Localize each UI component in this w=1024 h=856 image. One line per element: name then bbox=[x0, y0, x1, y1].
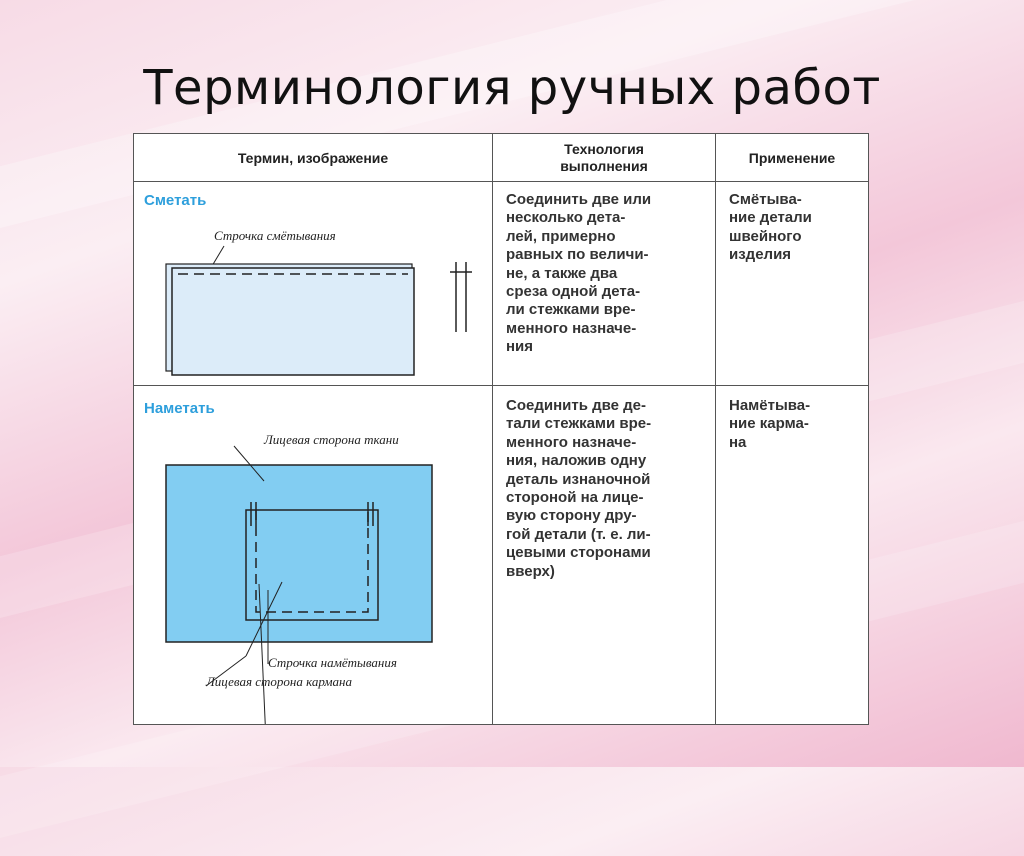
caption-basting-stitch: Строчка смётывания bbox=[214, 228, 336, 243]
caption-pocket-stitch: Строчка намётывания bbox=[268, 655, 397, 670]
term-nametat: Наметать bbox=[144, 400, 215, 417]
technology-smetat: Соединить две или несколько дета- лей, примерно равных по величи- не, а также два среза одной дета- ли стежками вре- менного назначе- ния bbox=[506, 191, 652, 356]
technology-nametat: Соединить две де- тали стежками вре- менного назначе- ния, наложив одну деталь изнаночной стороной на лице- вую сторону дру- гой детали (т. е. ли- цевыми сторонами вверх) bbox=[506, 397, 652, 580]
smetat-illustration bbox=[134, 182, 492, 386]
caption-pocket-face: Лицевая сторона кармана bbox=[206, 674, 352, 689]
header-technology: Технология выполнения bbox=[560, 141, 648, 174]
column-divider bbox=[715, 134, 716, 724]
term-smetat: Сметать bbox=[144, 192, 207, 209]
application-nametat: Намётыва- ние карма- на bbox=[729, 397, 811, 451]
terminology-table bbox=[133, 133, 869, 725]
header-application: Применение bbox=[748, 150, 836, 166]
caption-fabric-face: Лицевая сторона ткани bbox=[264, 432, 399, 447]
caption-leader-line bbox=[212, 246, 224, 266]
header-term: Термин, изображение bbox=[237, 150, 389, 166]
application-smetat: Смётыва- ние детали швейного изделия bbox=[729, 191, 812, 264]
pocket-face-side bbox=[246, 510, 378, 620]
column-divider bbox=[492, 134, 493, 724]
slide-title: Терминология ручных работ bbox=[143, 60, 881, 116]
fabric-front-layer bbox=[172, 268, 414, 375]
